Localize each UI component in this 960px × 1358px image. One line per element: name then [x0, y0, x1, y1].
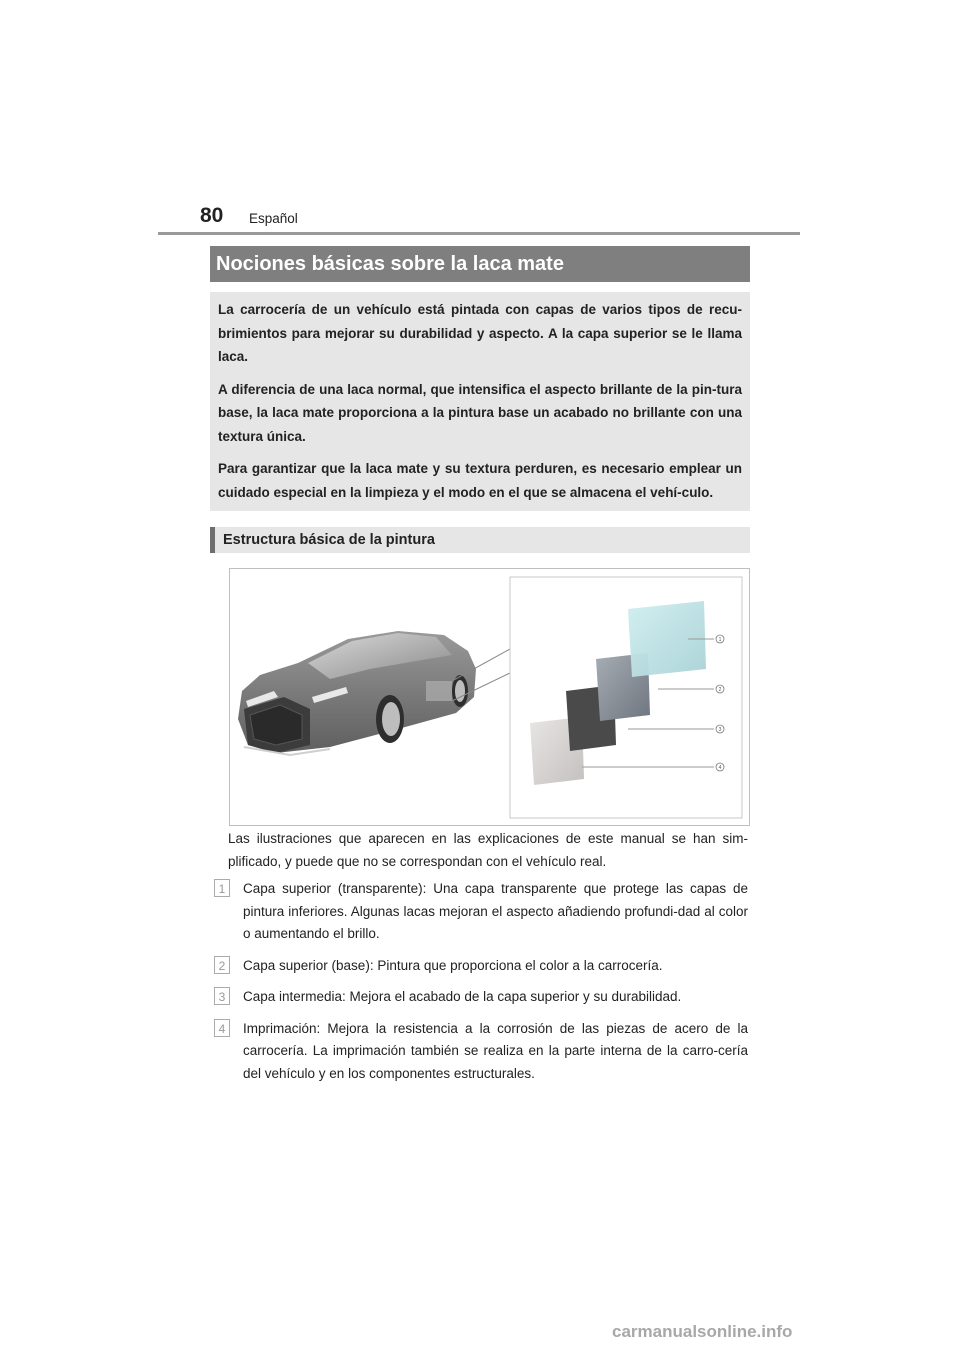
- item-number-badge: 2: [214, 956, 230, 974]
- layer-description-list: [214, 878, 748, 1094]
- intro-paragraph: A diferencia de una laca normal, que intensifica el aspecto brillante de la pin-tura base, la laca mate proporciona a la pintura base un acabado no brillante con una textura única.: [218, 381, 742, 444]
- figure-caption: Las ilustraciones que aparecen en las explicaciones de este manual se han sim-plificado, y puede que no se correspondan con el vehículo real.: [228, 831, 748, 869]
- section-heading: Nociones básicas sobre la laca mate: [210, 246, 750, 282]
- callout-label: 3: [718, 727, 722, 733]
- list-item: [214, 955, 748, 978]
- paint-structure-illustration: [230, 569, 749, 825]
- paint-structure-figure: [229, 568, 750, 826]
- page-language: Español: [249, 211, 298, 226]
- intro-paragraph: La carrocería de un vehículo está pintada con capas de varios tipos de recu-brimientos para mejorar su durabilidad y aspecto. A la capa superior se le llama laca.: [218, 302, 742, 364]
- page-number: 80: [200, 204, 224, 227]
- item-text: Imprimación: Mejora la resistencia a la corrosión de las piezas de acero de la carrocería. La imprimación también se realiza en la parte interna de la carro-cería del vehículo y en los componentes estructurales.: [243, 1020, 748, 1081]
- item-text: Capa intermedia: Mejora el acabado de la capa superior y su durabilidad.: [243, 989, 682, 1004]
- list-item: [214, 878, 748, 946]
- intro-paragraph: Para garantizar que la laca mate y su textura perduren, es necesario emplear un cuidado especial en la limpieza y el modo en el que se almacena el vehí-culo.: [218, 461, 742, 500]
- list-item: [214, 986, 748, 1009]
- car-illustration: [238, 631, 476, 755]
- item-number-badge: 3: [214, 987, 230, 1005]
- callout-label: 1: [718, 637, 722, 643]
- callout-label: 4: [718, 765, 722, 771]
- item-text: Capa superior (base): Pintura que proporciona el color a la carrocería.: [243, 957, 663, 973]
- item-number-badge: 1: [214, 879, 230, 897]
- item-text: Capa superior (transparente): Una capa transparente que protege las capas de pintura inferiores. Algunas lacas mejoran el aspecto añadiendo profundi-dad al color o aumentando el brillo.: [243, 881, 748, 941]
- list-item: [214, 1018, 748, 1086]
- item-number-badge: 4: [214, 1019, 230, 1037]
- header-rule: [158, 232, 800, 235]
- subsection-heading: Estructura básica de la pintura: [210, 527, 750, 553]
- callout-label: 2: [718, 687, 722, 693]
- intro-box: [210, 292, 750, 511]
- watermark: carmanualsonline.info: [612, 1322, 793, 1341]
